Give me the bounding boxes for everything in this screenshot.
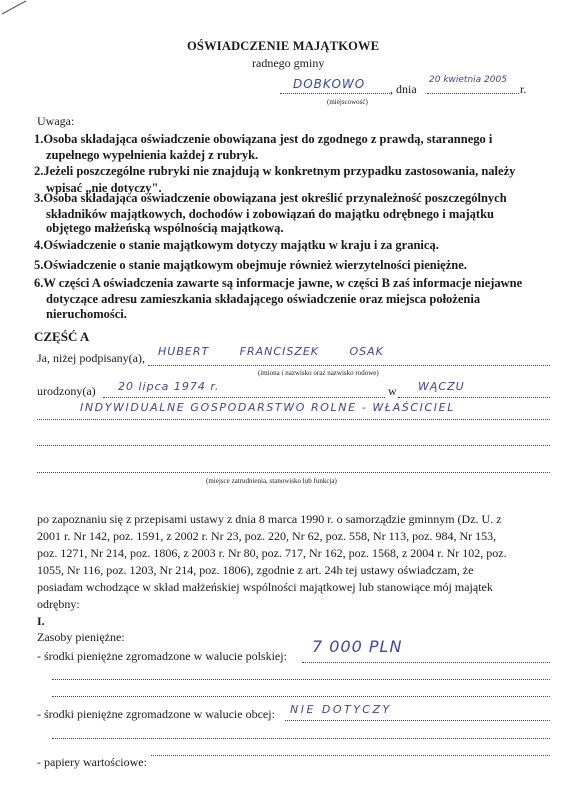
- employment-caption: (miejsce zatrudnienia, stanowisko lub funkcja): [206, 477, 337, 485]
- note-1-line-2: zupełnego wypełnienia każdej z rubryk.: [46, 148, 259, 162]
- note-2-line-1: 2.Jeżeli poszczególne rubryki nie znajdują w konkretnym przypadku zastosowania, należy: [34, 164, 516, 178]
- statement-line-6: odrębny:: [37, 597, 80, 611]
- notes-heading: Uwaga:: [37, 114, 75, 128]
- declarant-caption: (imiona i nazwisko oraz nazwisko rodowe): [258, 369, 379, 377]
- place-value: DOBKOWO: [293, 77, 366, 91]
- statement-line-5: posiadam wchodzące w skład małżeńskiej wspólności majątkowej lub stanowiące mój majątek: [37, 580, 493, 594]
- note-5: 5.Oświadczenie o stanie majątkowym obejmuje również wierzytelności pieniężne.: [34, 258, 467, 272]
- pln-value: 7 000 PLN: [312, 637, 403, 656]
- born-place-value: WĄCZU: [418, 380, 465, 393]
- document-subtitle: radnego gminy: [252, 56, 325, 70]
- note-4: 4.Oświadczenie o stanie majątkowym dotyczy majątku w kraju i za granicą.: [34, 238, 439, 252]
- year-suffix: r.: [520, 82, 527, 96]
- part-a-heading: CZĘŚĆ A: [34, 329, 90, 344]
- note-1-line-1: 1.Osoba składająca oświadczenie obowiązana jest do zgodnego z prawdą, starannego i: [34, 132, 493, 146]
- corner-pen-mark: [0, 0, 30, 16]
- note-3-line-1: 3.Osoba składająca oświadczenie obowiązana jest określić przynależność poszczególnych: [34, 191, 507, 205]
- dnia-label: , dnia: [390, 82, 417, 96]
- section-i-number: I.: [37, 614, 45, 628]
- born-date-value: 20 lipca 1974 r.: [118, 380, 220, 393]
- note-3-line-2: składników majątkowych, dochodów i zobowiązań do majątku odrębnego i majątku: [46, 207, 494, 221]
- declarant-value: HUBERT FRANCISZEK OSAK: [158, 345, 384, 358]
- pln-label: - środki pieniężne zgromadzone w walucie polskiej:: [37, 649, 287, 663]
- statement-line-1: po zapoznaniu się z przepisami ustawy z dnia 8 marca 1990 r. o samorządzie gminnym (Dz. U. z: [37, 512, 502, 526]
- note-3-line-3: objętego małżeńską wspólnością majątkową.: [46, 221, 284, 235]
- date-value: 20 kwietnia 2005: [429, 75, 507, 85]
- note-6-line-3: nieruchomości.: [46, 307, 127, 321]
- note-2-line-2: wpisać „nie dotyczy".: [46, 181, 162, 195]
- employment-value: INDYWIDUALNE GOSPODARSTWO ROLNE - WŁAŚCICIEL: [80, 401, 455, 414]
- foreign-value: NIE DOTYCZY: [290, 703, 392, 716]
- section-i-heading: Zasoby pieniężne:: [37, 630, 125, 644]
- born-in-label: w: [388, 384, 397, 398]
- securities-label: - papiery wartościowe:: [37, 755, 151, 770]
- born-label: urodzony(a): [37, 384, 96, 398]
- statement-line-3: poz. 1271, Nr 214, poz. 1806, z 2003 r. Nr 80, poz. 717, Nr 162, poz. 1568, z 2004 r. Nr 102, poz.: [37, 546, 507, 560]
- place-caption: (miejscowość): [327, 98, 368, 106]
- statement-line-2: 2001 r. Nr 142, poz. 1591, z 2002 r. Nr 23, poz. 220, Nr 62, poz. 558, Nr 113, poz. 984, Nr 153,: [37, 529, 497, 543]
- note-6-line-1: 6.W części A oświadczenia zawarte są informacje jawne, w części B zaś informacje niejawne: [34, 276, 523, 290]
- statement-line-4: 1055, Nr 116, poz. 1203, Nr 214, poz. 1806), zgodnie z art. 24h tej ustawy oświadczam, że: [37, 563, 474, 577]
- foreign-label: - środki pieniężne zgromadzone w walucie obcej:: [37, 707, 275, 721]
- declarant-label: Ja, niżej podpisany(a),: [37, 351, 145, 365]
- document-title: OŚWIADCZENIE MAJĄTKOWE: [187, 39, 380, 53]
- note-6-line-2: dotyczące adresu zamieszkania składającego oświadczenie oraz miejsca położenia: [46, 292, 481, 306]
